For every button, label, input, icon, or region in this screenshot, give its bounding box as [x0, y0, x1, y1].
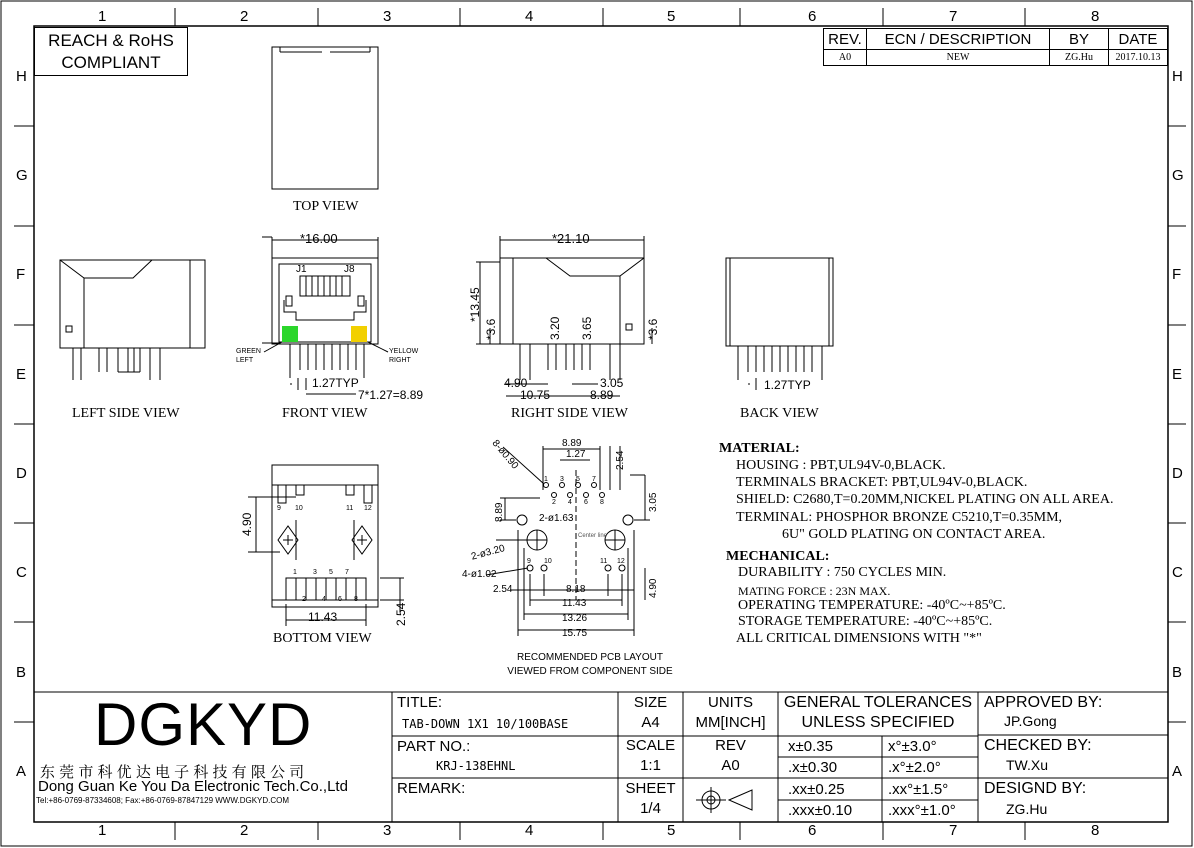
row-label: D	[1172, 465, 1183, 482]
dim-front-pitch: 1.27TYP	[312, 376, 359, 390]
col-label: 8	[1091, 822, 1100, 839]
row-label: G	[1172, 167, 1184, 184]
dim-right-width: *21.10	[552, 231, 590, 246]
dim-pcb-818: 8.18	[566, 584, 586, 595]
material-heading: MATERIAL:	[719, 441, 800, 456]
rev-header: BY	[1050, 29, 1109, 50]
led-left-line: LEFT	[236, 357, 254, 364]
tolerance-angular: x°±3.0°	[888, 738, 937, 755]
tolerance-angular: .xx°±1.5°	[888, 781, 949, 798]
row-label: H	[16, 68, 27, 85]
dim-pcb-8-090: 8-ø0.90	[489, 438, 521, 472]
row-label: E	[16, 366, 27, 383]
rev-value: A0	[721, 757, 740, 774]
bottom-pin: 10	[295, 505, 303, 512]
pin-j1: J1	[296, 264, 307, 275]
pcb-label-line: RECOMMENDED PCB LAYOUT	[517, 652, 663, 663]
bottom-pin: 7	[345, 569, 349, 576]
tolerance-linear: .xxx±0.10	[788, 802, 853, 819]
dim-pcb-2-320: 2-ø3.20	[470, 543, 507, 563]
rev-header: ECN / DESCRIPTION	[867, 29, 1050, 50]
rev-cell: ZG.Hu	[1050, 50, 1109, 66]
col-label: 2	[240, 822, 249, 839]
material-line: TERMINAL: PHOSPHOR BRONZE C5210,T=0.35MM,	[736, 510, 1063, 525]
col-label: 6	[808, 822, 817, 839]
bottom-pin: 8	[354, 596, 358, 603]
dim-right-365: 3.65	[580, 316, 594, 340]
row-label: F	[1172, 266, 1182, 283]
dim-right-height: *13.45	[468, 287, 482, 322]
tolerances-title: GENERAL TOLERANCES	[783, 694, 973, 711]
designed-value: ZG.Hu	[1006, 801, 1048, 817]
tolerance-linear: x±0.35	[788, 738, 833, 755]
material-line: SHIELD: C2680,T=0.20MM,NICKEL PLATING ON ALL AREA.	[736, 492, 1114, 507]
row-label: E	[1172, 366, 1183, 383]
row-label: B	[1172, 664, 1183, 681]
bottom-pin: 2	[302, 596, 306, 603]
mechanical-heading: MECHANICAL:	[726, 549, 830, 564]
col-label: 1	[98, 822, 107, 839]
sheet-label: SHEET	[625, 780, 676, 797]
pcb-pin: 10	[544, 558, 552, 565]
row-label: B	[16, 664, 27, 681]
bottom-pin: 11	[346, 505, 354, 512]
top-view-label: TOP VIEW	[293, 199, 359, 214]
compliance-line: REACH & RoHS	[48, 31, 174, 50]
dim-pcb-254-top: 2.54	[615, 450, 626, 470]
dim-right-36b: *3.6	[646, 318, 660, 340]
rev-cell: NEW	[867, 50, 1050, 66]
mechanical-line: DURABILITY : 750 CYCLES MIN.	[738, 565, 947, 580]
pcb-pin: 1	[544, 476, 548, 483]
size-label: SIZE	[633, 694, 668, 711]
tolerance-linear: .xx±0.25	[788, 781, 845, 798]
bottom-pin: 6	[338, 596, 342, 603]
col-label: 6	[808, 8, 817, 25]
units-value: MM[INCH]	[695, 714, 766, 731]
dim-right-1075: 10.75	[520, 388, 551, 402]
rev-label: REV	[715, 737, 746, 754]
mechanical-line: ALL CRITICAL DIMENSIONS WITH "*"	[736, 631, 982, 646]
dim-pcb-889-top: 8.89	[562, 438, 582, 449]
pcb-pin: 9	[527, 558, 531, 565]
compliance-line: COMPLIANT	[61, 53, 161, 72]
title-value: TAB-DOWN 1X1 10/100BASE	[402, 717, 569, 731]
dim-pcb-127: 1.27	[566, 449, 586, 460]
col-label: 4	[525, 822, 534, 839]
pcb-pin: 8	[600, 499, 604, 506]
dim-pcb-1575: 15.75	[562, 628, 588, 639]
row-label: G	[16, 167, 28, 184]
approved-value: JP.Gong	[1004, 713, 1057, 729]
pin-j8: J8	[344, 264, 355, 275]
company-name-en: Dong Guan Ke You Da Electronic Tech.Co.,Ltd	[38, 778, 348, 795]
dim-bottom-1143: 11.43	[308, 610, 338, 624]
rev-cell: A0	[824, 50, 867, 66]
led-left-line: GREEN	[236, 348, 261, 355]
approved-label: APPROVED BY:	[984, 694, 1103, 711]
dim-right-490: 4.90	[504, 376, 528, 390]
col-label: 1	[98, 8, 107, 25]
mechanical-line: STORAGE TEMPERATURE: -40ºC~+85ºC.	[738, 614, 993, 629]
front-view-label: FRONT VIEW	[282, 406, 368, 421]
pcb-pin: 11	[600, 558, 608, 565]
col-label: 4	[525, 8, 534, 25]
bottom-view-drawing	[248, 465, 404, 626]
col-label: 8	[1091, 8, 1100, 25]
col-label: 5	[667, 822, 676, 839]
tolerance-angular: .xxx°±1.0°	[888, 802, 956, 819]
col-label: 7	[949, 8, 958, 25]
bottom-pin: 1	[293, 569, 297, 576]
row-label: A	[1172, 763, 1183, 780]
units-label: UNITS	[708, 694, 753, 711]
dim-pcb-4-102: 4-ø1.02	[462, 569, 497, 580]
company-contact: Tel:+86-0769-87334608; Fax:+86-0769-87847129 WWW.DGKYD.COM	[36, 796, 290, 805]
bottom-view-label: BOTTOM VIEW	[273, 631, 372, 646]
material-line: TERMINALS BRACKET: PBT,UL94V-0,BLACK.	[736, 475, 1028, 490]
tolerances-subtitle: UNLESS SPECIFIED	[801, 714, 955, 731]
company-logo: DGKYD	[94, 691, 313, 758]
back-view-drawing	[726, 258, 833, 390]
title-label: TITLE:	[397, 694, 443, 711]
col-label: 7	[949, 822, 958, 839]
green-led	[282, 326, 298, 342]
pcb-layout-label	[505, 651, 675, 679]
pcb-pin: 3	[560, 476, 564, 483]
back-view-label: BACK VIEW	[740, 406, 819, 421]
pcb-pin: 12	[617, 558, 625, 565]
pcb-label-line: VIEWED FROM COMPONENT SIDE	[507, 666, 673, 677]
led-left-label	[236, 347, 261, 365]
pcb-center-line-label: Center line	[578, 533, 608, 539]
part-no-label: PART NO.:	[397, 738, 471, 755]
material-line: 6U" GOLD PLATING ON CONTACT AREA.	[782, 527, 1046, 542]
led-right-label	[389, 347, 418, 365]
bottom-pin: 4	[322, 596, 326, 603]
rev-header: DATE	[1109, 29, 1168, 50]
bottom-pin: 12	[364, 505, 372, 512]
remark-label: REMARK:	[397, 780, 466, 797]
dim-pcb-490: 4.90	[648, 578, 659, 598]
led-right-line: RIGHT	[389, 357, 411, 364]
row-label: F	[16, 266, 26, 283]
front-view-drawing	[262, 237, 388, 394]
dim-bottom-490: 4.90	[240, 512, 254, 536]
material-line: HOUSING : PBT,UL94V-0,BLACK.	[736, 458, 946, 473]
dim-pcb-1326: 13.26	[562, 613, 588, 624]
dim-pcb-1143: 11.43	[562, 598, 587, 609]
bottom-pin: 3	[313, 569, 317, 576]
dim-pcb-2-163: 2-ø1.63	[539, 513, 574, 524]
col-label: 3	[383, 8, 392, 25]
scale-value: 1:1	[640, 757, 661, 774]
col-label: 3	[383, 822, 392, 839]
mechanical-line: MATING FORCE : 23N MAX.	[738, 584, 891, 598]
dim-right-320: 3.20	[548, 316, 562, 340]
top-view-drawing	[272, 47, 378, 189]
led-right-line: YELLOW	[389, 348, 419, 355]
dim-bottom-254: 2.54	[394, 602, 408, 626]
col-label: 5	[667, 8, 676, 25]
dim-front-width: *16.00	[300, 231, 338, 246]
pcb-pin: 7	[592, 476, 596, 483]
designed-label: DESIGND BY:	[984, 780, 1087, 797]
right-side-view-drawing	[476, 236, 652, 396]
bottom-pin: 9	[277, 505, 281, 512]
dim-right-36a: *3.6	[484, 318, 498, 340]
col-label: 2	[240, 8, 249, 25]
checked-label: CHECKED BY:	[984, 737, 1092, 754]
dim-right-889: 8.89	[590, 388, 614, 402]
dim-front-span: 7*1.27=8.89	[358, 388, 424, 402]
dim-pcb-305: 3.05	[648, 492, 659, 512]
row-label: H	[1172, 68, 1183, 85]
dim-pcb-889-left: 8.89	[494, 502, 505, 522]
row-label: D	[16, 465, 27, 482]
part-no-value: KRJ-138EHNL	[436, 759, 516, 773]
scale-label: SCALE	[625, 737, 676, 754]
tolerance-linear: .x±0.30	[788, 759, 838, 776]
pcb-pin: 5	[576, 476, 580, 483]
row-label: C	[1172, 564, 1183, 581]
dim-right-305: 3.05	[600, 376, 624, 390]
row-label: C	[16, 564, 27, 581]
left-side-view-label: LEFT SIDE VIEW	[72, 406, 180, 421]
pcb-pin: 2	[552, 499, 556, 506]
right-side-view-label: RIGHT SIDE VIEW	[511, 406, 628, 421]
company-name-cn: 东 莞 市 科 优 达 电 子 科 技 有 限 公 司	[40, 764, 305, 781]
checked-value: TW.Xu	[1006, 757, 1049, 773]
pcb-pin: 4	[568, 499, 572, 506]
row-label: A	[16, 763, 27, 780]
size-value: A4	[641, 714, 660, 731]
rev-cell: 2017.10.13	[1109, 50, 1168, 66]
mechanical-line: OPERATING TEMPERATURE: -40ºC~+85ºC.	[738, 598, 1006, 613]
tolerance-angular: .x°±2.0°	[888, 759, 941, 776]
dim-pcb-254-left: 2.54	[493, 584, 513, 595]
dim-back-pitch: 1.27TYP	[764, 378, 811, 392]
pcb-pin: 6	[584, 499, 588, 506]
bottom-pin: 5	[329, 569, 333, 576]
rev-header: REV.	[824, 29, 867, 50]
sheet-value: 1/4	[640, 800, 661, 817]
yellow-led	[351, 326, 367, 342]
left-side-view-drawing	[60, 260, 205, 380]
